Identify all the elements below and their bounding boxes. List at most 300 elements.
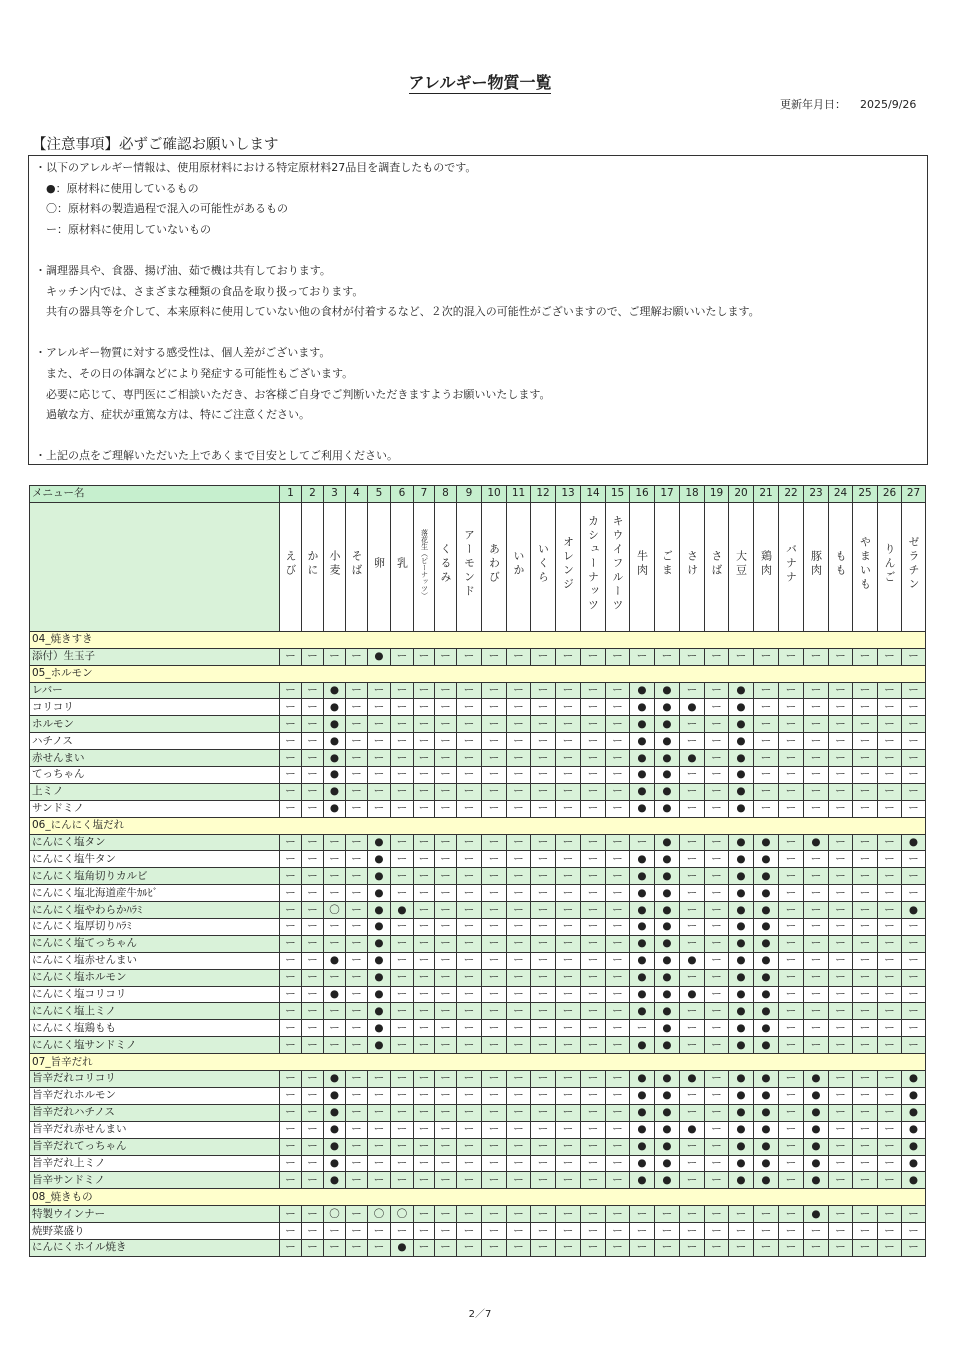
allergen-mark: ● — [368, 851, 391, 868]
allergen-mark: ー — [705, 699, 729, 716]
menu-name: 旨辛だれてっちゃん — [30, 1138, 280, 1155]
allergen-mark: ー — [531, 1020, 556, 1037]
allergen-mark: ー — [779, 1003, 804, 1020]
table-row — [30, 750, 926, 767]
allergen-number: 7 — [414, 486, 435, 503]
allergen-mark: ー — [391, 851, 414, 868]
allergen-mark: ー — [302, 952, 324, 969]
allergen-name-cell — [457, 502, 482, 631]
allergen-mark: ー — [556, 1138, 581, 1155]
allergen-mark: ー — [507, 1172, 531, 1189]
allergen-mark: ー — [391, 986, 414, 1003]
allergen-mark: ● — [655, 1020, 680, 1037]
allergen-mark: ● — [655, 919, 680, 936]
allergen-mark: ー — [280, 1071, 302, 1088]
allergen-mark: ー — [902, 1020, 926, 1037]
allergen-mark: ー — [705, 1239, 729, 1256]
allergen-mark: ー — [507, 800, 531, 817]
allergen-mark: ー — [829, 935, 853, 952]
allergen-mark: ー — [556, 969, 581, 986]
allergen-mark: ー — [680, 1087, 705, 1104]
allergen-mark: ー — [507, 902, 531, 919]
allergen-mark: 〇 — [324, 902, 346, 919]
allergen-mark: ー — [853, 1087, 878, 1104]
allergen-mark: ー — [853, 1020, 878, 1037]
allergen-mark: ー — [280, 885, 302, 902]
allergen-mark: ー — [630, 1239, 655, 1256]
allergen-mark: ー — [531, 1172, 556, 1189]
allergen-mark: ー — [705, 1172, 729, 1189]
allergen-mark: ー — [705, 868, 729, 885]
allergen-mark: ー — [606, 750, 630, 767]
allergen-mark: ● — [754, 1087, 779, 1104]
allergen-mark: ー — [414, 1037, 435, 1054]
allergen-mark: ー — [680, 1206, 705, 1223]
allergen-mark: ー — [606, 1071, 630, 1088]
allergen-mark: ー — [531, 986, 556, 1003]
allergen-mark: ー — [829, 1121, 853, 1138]
allergen-name-cell — [902, 502, 926, 631]
allergen-mark: ● — [754, 935, 779, 952]
allergen-mark: ー — [606, 952, 630, 969]
allergen-mark: ー — [457, 716, 482, 733]
allergen-mark: ー — [531, 1003, 556, 1020]
allergen-mark: ー — [414, 1239, 435, 1256]
allergen-mark: ー — [324, 1037, 346, 1054]
allergen-mark: ● — [655, 1003, 680, 1020]
allergen-mark: ー — [606, 935, 630, 952]
allergen-mark: ー — [302, 902, 324, 919]
menu-name: にんにく塩ホルモン — [30, 969, 280, 986]
allergen-mark: ー — [391, 1087, 414, 1104]
allergen-mark: ー — [581, 1172, 606, 1189]
category-label: 04_焼きすき — [30, 631, 926, 648]
allergen-mark: ー — [556, 716, 581, 733]
allergen-mark: ● — [368, 969, 391, 986]
allergen-name-cell — [556, 502, 581, 631]
table-row — [30, 1020, 926, 1037]
allergen-mark: ー — [482, 986, 507, 1003]
table-row — [30, 1003, 926, 1020]
allergen-mark: ー — [705, 682, 729, 699]
allergen-mark: ー — [482, 1003, 507, 1020]
allergen-mark: ● — [324, 952, 346, 969]
allergen-mark: ● — [729, 1172, 754, 1189]
allergen-mark: ー — [280, 1121, 302, 1138]
allergen-mark: ー — [302, 868, 324, 885]
allergen-mark: ー — [280, 834, 302, 851]
allergen-mark: ー — [556, 902, 581, 919]
allergen-mark: ー — [368, 733, 391, 750]
allergen-mark: ー — [829, 1223, 853, 1240]
allergen-mark: ー — [531, 851, 556, 868]
allergen-mark: ー — [705, 1138, 729, 1155]
allergen-mark: ー — [346, 682, 368, 699]
allergen-mark: ー — [779, 935, 804, 952]
allergen-name: りんご — [883, 543, 896, 586]
allergen-mark: ー — [482, 1071, 507, 1088]
allergen-mark: ー — [391, 952, 414, 969]
menu-name: 赤せんまい — [30, 750, 280, 767]
allergen-mark: ー — [280, 986, 302, 1003]
allergen-mark: ー — [435, 868, 457, 885]
allergen-mark: ● — [655, 682, 680, 699]
allergen-mark: ー — [680, 919, 705, 936]
allergen-mark: ー — [581, 935, 606, 952]
allergen-mark: ● — [368, 952, 391, 969]
allergen-mark: ー — [853, 1003, 878, 1020]
allergen-name-cell — [346, 502, 368, 631]
allergen-mark: ● — [630, 1037, 655, 1054]
allergen-mark: ー — [853, 733, 878, 750]
allergen-mark: ー — [606, 986, 630, 1003]
allergen-name-cell — [655, 502, 680, 631]
allergen-mark: ー — [804, 800, 829, 817]
allergen-mark: ● — [754, 851, 779, 868]
menu-name: 上ミノ — [30, 783, 280, 800]
allergen-mark: ー — [705, 1037, 729, 1054]
allergen-mark: ー — [346, 1172, 368, 1189]
allergen-mark: ー — [779, 1138, 804, 1155]
allergen-mark: ● — [729, 902, 754, 919]
allergen-mark: ー — [705, 885, 729, 902]
allergen-mark: ー — [302, 834, 324, 851]
allergen-mark: ● — [804, 1087, 829, 1104]
table-row — [30, 1087, 926, 1104]
allergen-mark: ー — [507, 1239, 531, 1256]
allergen-mark: ー — [606, 1223, 630, 1240]
allergen-mark: ー — [829, 1037, 853, 1054]
allergen-mark: ー — [346, 767, 368, 784]
allergen-mark: ー — [507, 935, 531, 952]
allergen-name-cell — [391, 502, 414, 631]
allergen-mark: ー — [346, 1003, 368, 1020]
allergen-mark: ー — [705, 733, 729, 750]
allergen-mark: ー — [368, 1071, 391, 1088]
allergen-mark: ● — [630, 716, 655, 733]
allergen-mark: ● — [754, 1037, 779, 1054]
allergen-mark: ー — [435, 1087, 457, 1104]
allergen-mark: ー — [507, 1155, 531, 1172]
allergen-mark: ● — [324, 750, 346, 767]
allergen-mark: ー — [829, 919, 853, 936]
allergen-number: 16 — [630, 486, 655, 503]
allergen-mark: ー — [346, 834, 368, 851]
allergen-mark: ー — [507, 1087, 531, 1104]
notice-box — [28, 155, 928, 465]
allergen-mark: ー — [368, 1121, 391, 1138]
allergen-mark: ー — [435, 733, 457, 750]
table-row — [30, 952, 926, 969]
allergen-mark: ー — [435, 783, 457, 800]
allergen-number: 23 — [804, 486, 829, 503]
allergen-mark: ● — [630, 733, 655, 750]
allergen-mark: ー — [531, 952, 556, 969]
menu-name: にんにく塩北海道産牛ｶﾙﾋﾞ — [30, 885, 280, 902]
allergen-mark: ー — [878, 885, 902, 902]
allergen-mark: ー — [391, 767, 414, 784]
allergen-mark: ー — [902, 919, 926, 936]
allergen-mark: ー — [902, 986, 926, 1003]
allergen-mark: ー — [280, 919, 302, 936]
allergen-mark: ● — [680, 986, 705, 1003]
allergen-name: オレンジ — [561, 536, 575, 593]
allergen-mark: ー — [779, 885, 804, 902]
allergen-mark: ー — [902, 648, 926, 665]
allergen-mark: ー — [346, 750, 368, 767]
allergen-mark: ー — [779, 716, 804, 733]
allergen-mark: ● — [630, 935, 655, 952]
allergen-name: 小麦 — [328, 550, 341, 579]
allergen-mark: ー — [346, 800, 368, 817]
allergen-mark: ー — [531, 834, 556, 851]
page-title: アレルギー物質一覧 — [408, 73, 552, 92]
allergen-mark: ー — [391, 682, 414, 699]
allergen-mark: ● — [804, 1206, 829, 1223]
allergen-mark: ー — [779, 1172, 804, 1189]
allergen-mark: ー — [853, 1223, 878, 1240]
allergen-mark: ー — [302, 1037, 324, 1054]
allergen-mark: ー — [531, 885, 556, 902]
allergen-mark: ● — [804, 1121, 829, 1138]
allergen-number: 4 — [346, 486, 368, 503]
table-row — [30, 716, 926, 733]
category-row — [30, 631, 926, 648]
allergen-mark: ● — [630, 750, 655, 767]
allergen-mark: ー — [435, 1037, 457, 1054]
allergen-mark: ー — [878, 1223, 902, 1240]
allergen-mark: ー — [581, 750, 606, 767]
allergen-mark: ー — [606, 767, 630, 784]
allergen-mark: ● — [729, 783, 754, 800]
allergen-mark: ー — [414, 1020, 435, 1037]
blank-cell — [30, 502, 280, 631]
allergen-mark: ● — [368, 868, 391, 885]
allergen-mark: ー — [391, 783, 414, 800]
allergen-mark: ー — [829, 648, 853, 665]
allergen-mark: ー — [853, 783, 878, 800]
allergen-mark: ー — [878, 902, 902, 919]
allergen-mark: ー — [302, 1087, 324, 1104]
allergen-mark: ● — [368, 1020, 391, 1037]
allergen-number: 6 — [391, 486, 414, 503]
allergen-mark: ー — [414, 682, 435, 699]
notice-line — [35, 426, 921, 447]
allergen-mark: ー — [729, 1206, 754, 1223]
allergen-mark: ー — [853, 1172, 878, 1189]
notice-line: キッチン内では、さまざまな種類の食品を取り扱っております。 — [35, 284, 364, 298]
table-row — [30, 969, 926, 986]
allergen-mark: ー — [482, 800, 507, 817]
allergen-mark: ー — [368, 682, 391, 699]
allergen-mark: ー — [507, 767, 531, 784]
allergen-number: 18 — [680, 486, 705, 503]
table-row — [30, 1037, 926, 1054]
allergen-mark: ● — [324, 1121, 346, 1138]
allergen-name-cell — [482, 502, 507, 631]
allergen-mark: ー — [630, 1223, 655, 1240]
allergen-mark: ー — [829, 1239, 853, 1256]
allergen-number: 22 — [779, 486, 804, 503]
notice-line: ・アレルギー物質に対する感受性は、個人差がございます。 — [35, 346, 331, 360]
allergen-mark: ー — [531, 1239, 556, 1256]
allergen-mark: ー — [680, 733, 705, 750]
allergen-mark: ● — [754, 1020, 779, 1037]
allergen-mark: ー — [878, 935, 902, 952]
allergen-name-cell — [324, 502, 346, 631]
allergen-mark: ー — [482, 1155, 507, 1172]
allergen-mark: ー — [482, 834, 507, 851]
table-row — [30, 800, 926, 817]
allergen-mark: ● — [630, 1003, 655, 1020]
allergen-mark: ー — [457, 800, 482, 817]
allergen-mark: ー — [581, 1003, 606, 1020]
allergen-mark: ー — [346, 648, 368, 665]
allergen-mark: ー — [902, 969, 926, 986]
allergen-mark: ー — [581, 783, 606, 800]
allergen-mark: ー — [705, 834, 729, 851]
allergen-mark: ー — [368, 1239, 391, 1256]
allergen-mark: ー — [457, 1003, 482, 1020]
allergen-mark: ー — [829, 834, 853, 851]
allergen-mark: ー — [324, 1239, 346, 1256]
allergen-mark: ー — [556, 1003, 581, 1020]
allergen-mark: ー — [853, 969, 878, 986]
table-row — [30, 935, 926, 952]
allergen-mark: ー — [302, 1223, 324, 1240]
allergen-mark: ー — [878, 851, 902, 868]
allergen-mark: ー — [482, 648, 507, 665]
allergen-mark: ー — [630, 834, 655, 851]
allergen-mark: ー — [280, 1138, 302, 1155]
allergen-name-row — [30, 502, 926, 631]
allergen-number: 15 — [606, 486, 630, 503]
allergen-mark: ー — [705, 986, 729, 1003]
table-row — [30, 733, 926, 750]
allergen-mark: ー — [804, 1037, 829, 1054]
allergen-mark: ー — [581, 1020, 606, 1037]
allergen-number: 24 — [829, 486, 853, 503]
allergen-mark: ー — [507, 919, 531, 936]
allergen-mark: ー — [705, 750, 729, 767]
allergen-mark: ー — [368, 1104, 391, 1121]
category-label: 08_焼きもの — [30, 1189, 926, 1206]
allergen-number: 8 — [435, 486, 457, 503]
allergen-name-cell — [829, 502, 853, 631]
allergen-mark: ー — [482, 1020, 507, 1037]
allergen-mark: ー — [754, 750, 779, 767]
table-row — [30, 783, 926, 800]
allergen-mark: ー — [391, 699, 414, 716]
allergen-mark: ー — [680, 969, 705, 986]
allergen-mark: ● — [655, 902, 680, 919]
allergen-mark: ー — [581, 733, 606, 750]
allergen-mark: ー — [391, 1121, 414, 1138]
allergen-mark: ー — [779, 1087, 804, 1104]
allergen-mark: ー — [457, 1037, 482, 1054]
allergen-mark: ー — [655, 1206, 680, 1223]
allergen-mark: ー — [302, 1172, 324, 1189]
allergen-mark: ー — [606, 919, 630, 936]
allergen-mark: ー — [779, 1223, 804, 1240]
allergen-mark: ー — [346, 1138, 368, 1155]
allergen-mark: ー — [507, 1206, 531, 1223]
allergen-mark: ー — [606, 1104, 630, 1121]
allergen-mark: ー — [457, 1087, 482, 1104]
allergen-mark: ー — [804, 682, 829, 699]
allergen-mark: ● — [324, 1071, 346, 1088]
allergen-mark: ー — [482, 1239, 507, 1256]
allergen-mark: ー — [531, 783, 556, 800]
allergen-mark: ● — [655, 1071, 680, 1088]
allergen-mark: ー — [680, 648, 705, 665]
allergen-mark: ー — [482, 733, 507, 750]
allergen-mark: ー — [804, 733, 829, 750]
allergen-mark: ● — [754, 986, 779, 1003]
allergen-mark: ー — [457, 1020, 482, 1037]
allergen-mark: ● — [754, 902, 779, 919]
allergen-mark: ー — [779, 919, 804, 936]
allergen-mark: ー — [902, 885, 926, 902]
allergen-mark: ー — [414, 1223, 435, 1240]
allergen-name: やまいも — [858, 536, 872, 593]
allergen-name: ごま — [660, 550, 674, 579]
allergen-mark: ー — [829, 885, 853, 902]
allergen-mark: ー — [902, 767, 926, 784]
allergen-mark: ー — [457, 1223, 482, 1240]
allergen-mark: ● — [729, 716, 754, 733]
allergen-mark: ● — [655, 1172, 680, 1189]
allergen-mark: ー — [414, 885, 435, 902]
allergen-mark: ー — [556, 1239, 581, 1256]
allergen-mark: ー — [507, 952, 531, 969]
notice-line: ・上記の点をご理解いただいた上であくまで目安としてご利用ください。 — [35, 449, 398, 463]
allergen-mark: ー — [414, 919, 435, 936]
allergen-mark: ー — [606, 783, 630, 800]
allergen-mark: ー — [368, 1223, 391, 1240]
allergen-mark: ー — [482, 750, 507, 767]
allergen-name: 卵 — [372, 557, 386, 572]
allergen-mark: ー — [779, 1155, 804, 1172]
table-row — [30, 1071, 926, 1088]
menu-name: 特製ウインナー — [30, 1206, 280, 1223]
allergen-name: そば — [350, 550, 363, 579]
allergen-mark: ー — [581, 767, 606, 784]
allergen-mark: ● — [754, 1138, 779, 1155]
table-row — [30, 1172, 926, 1189]
allergen-mark: ー — [324, 885, 346, 902]
allergen-mark: ー — [346, 699, 368, 716]
allergen-mark: ー — [556, 767, 581, 784]
allergen-mark: ● — [729, 986, 754, 1003]
allergen-mark: ー — [829, 1087, 853, 1104]
notice-line — [35, 323, 921, 344]
allergen-mark: ー — [705, 648, 729, 665]
allergen-name-cell — [507, 502, 531, 631]
allergen-mark: ー — [853, 1121, 878, 1138]
menu-name: 旨辛だれ赤せんまい — [30, 1121, 280, 1138]
allergen-mark: ー — [680, 834, 705, 851]
allergen-mark: ー — [507, 733, 531, 750]
allergen-name: いくら — [536, 543, 550, 586]
allergen-name: もも — [834, 550, 847, 579]
allergen-mark: ー — [581, 986, 606, 1003]
allergen-mark: ー — [531, 750, 556, 767]
table-row — [30, 986, 926, 1003]
allergen-mark: ー — [346, 1020, 368, 1037]
allergen-mark: ● — [754, 969, 779, 986]
allergen-mark: ー — [581, 868, 606, 885]
